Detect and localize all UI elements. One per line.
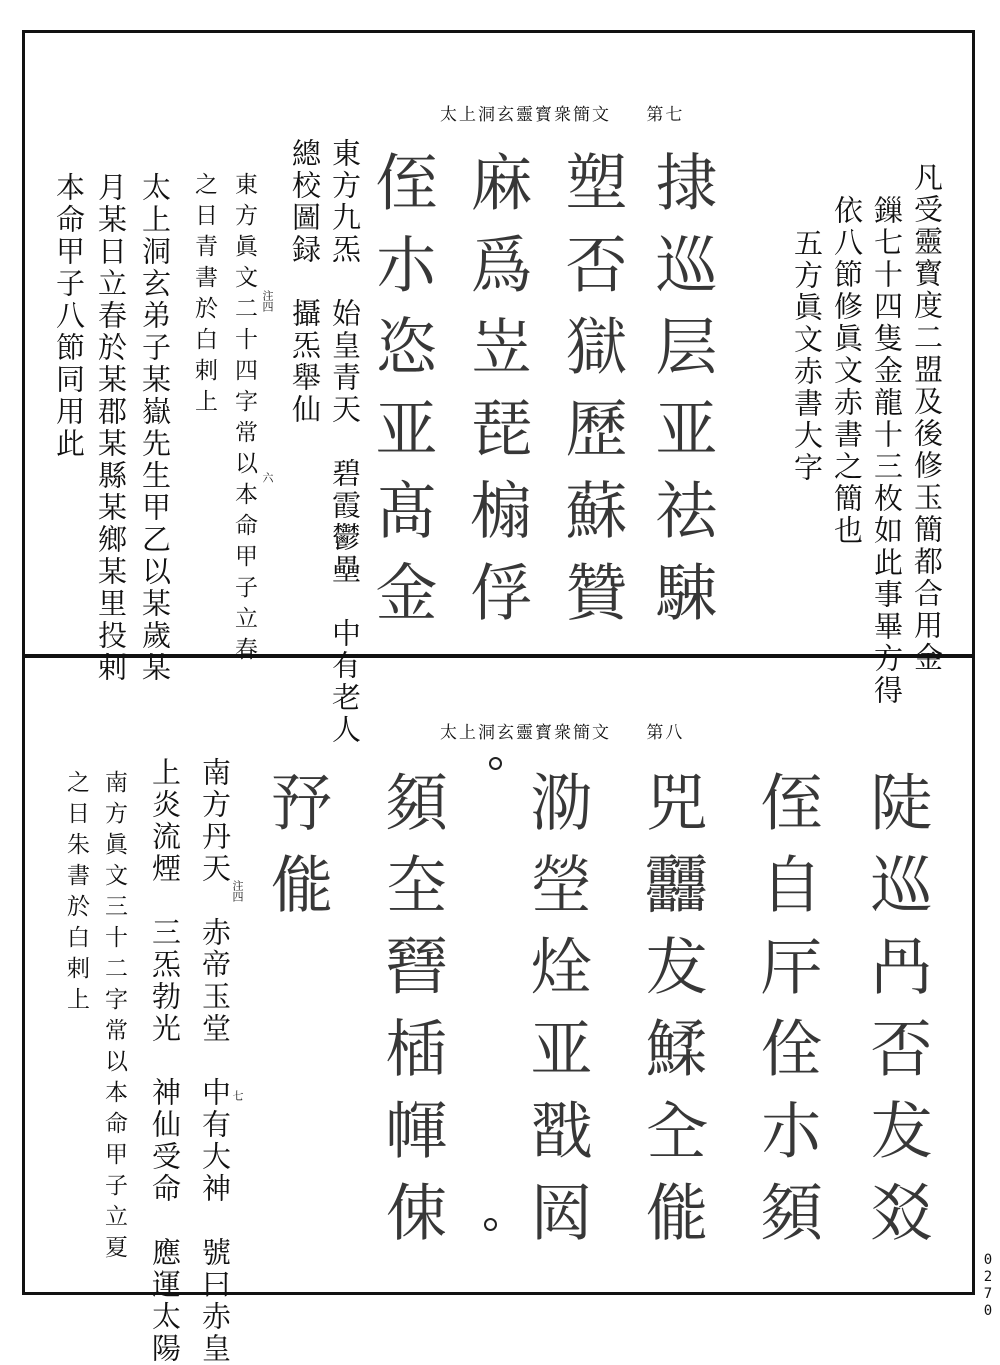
lower-body-col-1: 南方丹天 赤帝玉堂 中有大神 號曰赤皇 (198, 757, 232, 1365)
lower-seal-col-4: 泐塋烇亚㦻㒺 (520, 770, 593, 1262)
upper-header-section: 第七 (646, 105, 685, 125)
upper-body-col-3: 東方眞文二十四字常以本命甲子立春 (231, 172, 257, 668)
upper-header-title: 太上洞玄靈寳衆簡文 (440, 105, 611, 125)
lower-seal-col-1: 陡巡冎否犮㸚 (860, 770, 933, 1262)
upper-header (440, 100, 684, 125)
circle-mark-top (489, 757, 502, 770)
lower-body-col-2-note: 七 (231, 1090, 244, 1101)
lower-body-col-1-note: 注四 (231, 880, 244, 902)
page-number: 0270 (980, 1252, 996, 1320)
lower-seal-col-6: 㐨㑷 (260, 770, 333, 934)
upper-body-col-4-note: 六 (261, 472, 274, 483)
lower-seal-col-3: 兕䨻犮鰇㒰㑷 (635, 770, 708, 1262)
upper-body-col-2: 總校圖録 攝炁舉仙 (288, 138, 322, 426)
upper-body-col-4: 之日青書於白剌上 (191, 172, 217, 420)
circle-mark-bottom (484, 1218, 497, 1231)
upper-body-col-6: 月某日立春於某郡某縣某鄉某里投剌 (94, 172, 128, 684)
lower-seal-col-5: 䫂圶㬜㮑㡓㑛 (375, 770, 448, 1262)
upper-seal-col-3: 麻爲岦琵㮼俘 (460, 150, 533, 642)
lower-header (440, 718, 684, 743)
lower-body-col-3: 南方眞文三十二字常以本命甲子立夏 (101, 770, 127, 1266)
lower-header-title: 太上洞玄靈寳衆簡文 (440, 723, 611, 743)
upper-seal-col-4: 侄朩恣亚髙金 (365, 150, 438, 642)
upper-note-2: 鏁七十四隻金龍十三枚如此事畢方得 (870, 195, 904, 707)
lower-header-section: 第八 (646, 723, 685, 743)
lower-body-col-2: 上炎流煙 三炁勃光 神仙受命 應運太陽 (148, 757, 182, 1365)
upper-seal-col-1: 捸巡层亚祛駷 (645, 150, 718, 642)
upper-body-col-5: 太上洞玄弟子某嶽先生甲乙以某歲某 (138, 172, 172, 684)
upper-note-3: 依八節修眞文赤書之簡也 (830, 195, 864, 547)
upper-body-col-7: 本命甲子八節同用此 (52, 172, 86, 460)
upper-note-4: 五方眞文赤書大字 (790, 228, 824, 484)
upper-body-col-2-note: 注四 (261, 290, 274, 312)
upper-body-col-1: 東方九炁 始皇青天 碧霞鬱壘 中有老人 (328, 138, 362, 746)
lower-seal-col-2: 侄自厈佺朩䫂 (750, 770, 823, 1262)
upper-seal-col-2: 塑否獄歷蘇贊 (555, 150, 628, 642)
lower-body-col-4: 之日朱書於白剌上 (63, 770, 89, 1018)
upper-note-1: 凡受靈寳度二盟及後修玉簡都合用金 (910, 162, 944, 674)
